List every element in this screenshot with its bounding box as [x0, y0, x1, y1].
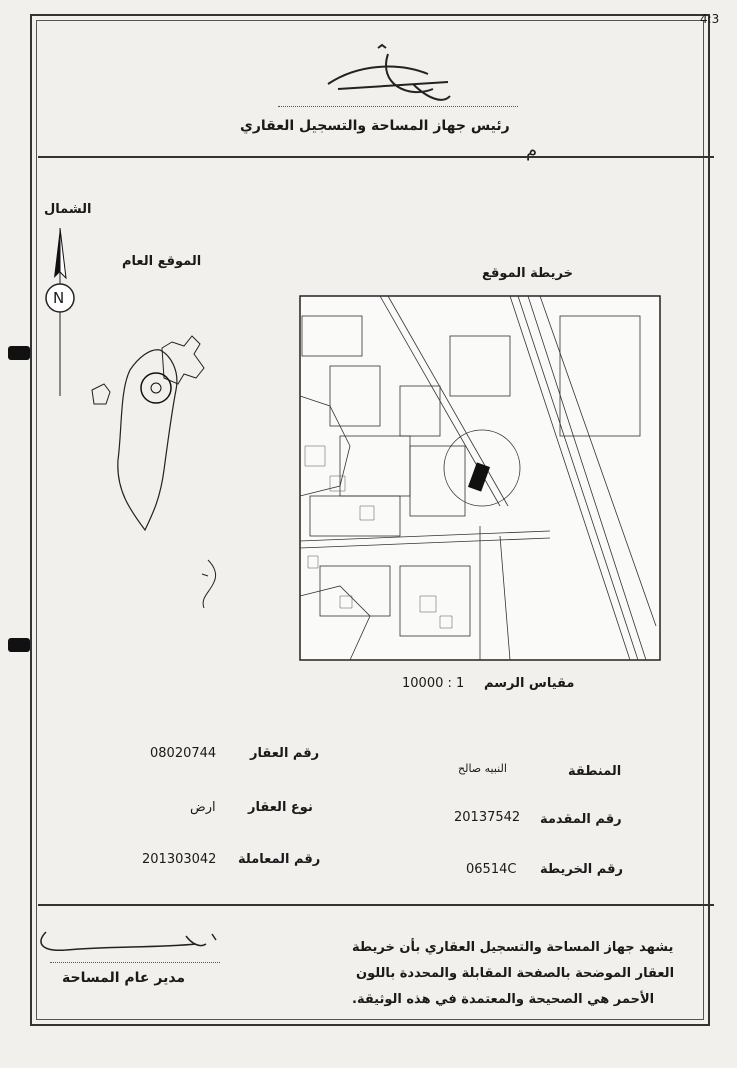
header-title: رئيس جهاز المساحة والتسجيل العقاري	[240, 118, 510, 134]
property-type-value: ارض	[190, 800, 216, 815]
handwritten-initial: م	[526, 140, 538, 161]
site-map-title: خريطة الموقع	[482, 266, 574, 281]
area-label: المنطقة	[568, 764, 622, 779]
binding-hole-top	[8, 346, 30, 360]
site-map	[300, 296, 660, 660]
general-location-title: الموقع العام	[122, 254, 202, 269]
property-number-label: رقم العقار	[250, 746, 320, 761]
header-divider	[38, 156, 714, 158]
certification-line-2: العقار الموضحة بالصفحة المقابلة والمحددة باللون	[356, 966, 675, 981]
scale-value: 1 : 10000	[402, 676, 465, 691]
general-manager-signature	[36, 924, 236, 964]
scale-label: مقياس الرسم	[484, 676, 575, 691]
signature-line	[278, 106, 518, 107]
manager-signature-line	[50, 962, 220, 963]
page-number-mark: 4:3	[700, 12, 720, 26]
transaction-number-value: 201303042	[142, 852, 217, 867]
director-signature	[318, 44, 468, 114]
north-label: الشمال	[44, 202, 92, 217]
general-location-map	[90, 330, 240, 620]
map-number-value: 06514C	[466, 862, 517, 877]
application-number-value: 20137542	[454, 810, 521, 825]
area-value: النبيه صالح	[458, 762, 507, 775]
north-arrow-icon	[40, 226, 80, 406]
property-type-label: نوع العقار	[248, 800, 313, 815]
certification-line-3: الأحمر هي الصحيحة والمعتمدة في هذه الوثيقة.	[352, 992, 655, 1007]
certification-line-1: يشهد جهاز المساحة والتسجيل العقاري بأن خريطة	[352, 940, 674, 955]
footer-divider	[38, 904, 714, 906]
general-manager-title: مدير عام المساحة	[62, 970, 186, 986]
compass-letter: N	[53, 289, 65, 307]
binding-hole-bottom	[8, 638, 30, 652]
map-number-label: رقم الخريطة	[540, 862, 623, 877]
application-number-label: رقم المقدمة	[540, 812, 622, 827]
transaction-number-label: رقم المعاملة	[238, 852, 321, 867]
property-number-value: 08020744	[150, 746, 217, 761]
